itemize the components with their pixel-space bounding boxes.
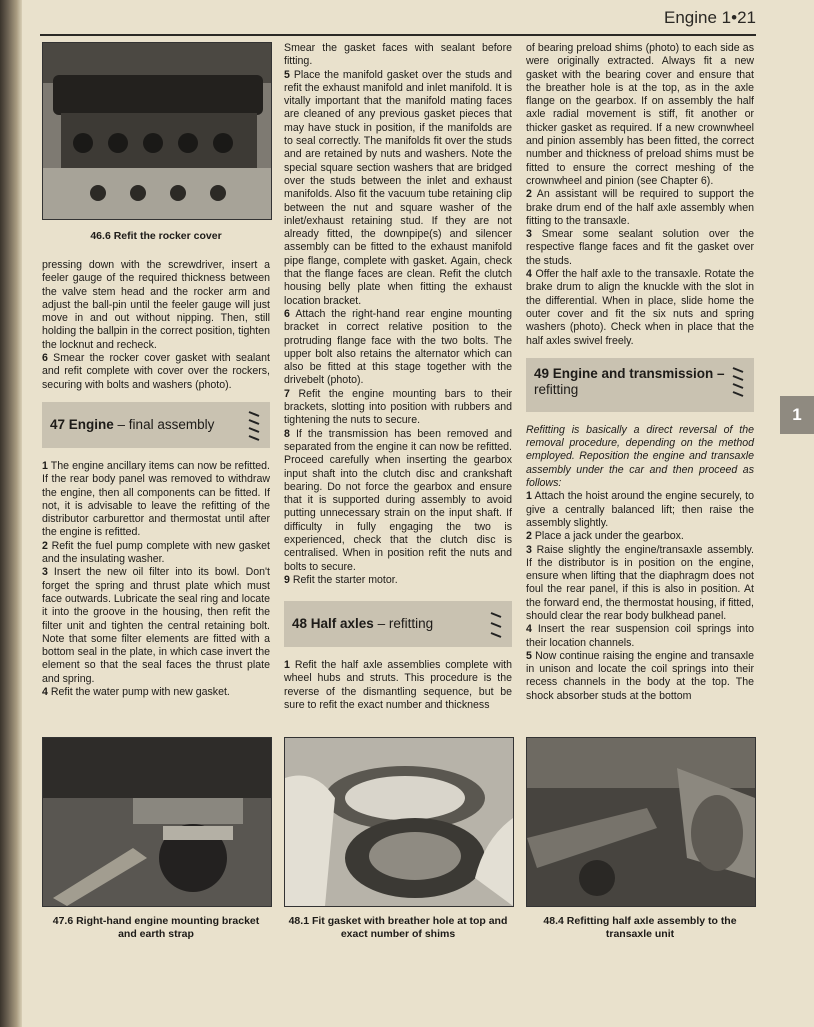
column-3 [526,42,754,703]
paragraph-text: If the transmission has been removed and separated from the engine it can now be refitted. Proceed carefully when inserting the gearbox input shaft into the clutch disc and crankshaft bearing. Do not force the gearbox and ensure that it is supported during assembly to avoid putting unnecessary strain on the input shaft. If difficulty in fully engaging the two is experienced, check that the clutch disc is centralised. When in position refit the nuts and bolts to secure. [284,427,512,573]
rocker-cover-photo-icon [43,43,271,219]
step-number: 4 [526,268,532,281]
page-header [40,6,756,36]
step-number: 4 [526,623,532,636]
section-number: 48 Half axles [292,616,374,632]
paragraph-text: Insert the rear suspension coil springs into their location channels. [526,623,754,649]
section-heading-48 [284,601,512,647]
paragraph [526,268,754,348]
step-number: 1 [526,490,532,503]
step-number: 2 [526,188,532,201]
gasket-shims-photo-icon [285,738,513,906]
step-number: 1 [284,659,290,672]
step-number: 2 [42,539,48,552]
section-title [292,616,433,632]
photo-caption: 48.4 Refitting half axle assembly to the transaxle unit [543,915,737,940]
paragraph-text: Raise slightly the engine/transaxle assembly. If the distributor is in position on the engine, ensure when lifting that the diaphragm does not foul the rear panel, if this is also in position. At the forward end, the thermostat housing, if fitted, should clear the rear body bulkhead panel. [526,543,754,622]
section-title [534,366,725,398]
difficulty-spanner-icon [488,607,506,641]
step-number: 9 [284,573,290,586]
paragraph [42,686,270,699]
photo-caption: 47.6 Right-hand engine mounting bracket and earth strap [52,915,260,940]
paragraph [526,650,754,703]
running-head: Engine 1•21 [664,8,756,27]
step-number: 3 [526,543,532,556]
paragraph [42,566,270,686]
paragraph [42,352,270,392]
paragraph [526,490,754,530]
step-number: 6 [284,307,290,320]
paragraph [284,308,512,388]
paragraph [42,540,270,567]
paragraph [284,42,512,69]
paragraph-text: Refitting is basically a direct reversal of the removal procedure, depending on the method employed. Reposition the engine and transaxle assembly under the car and then proceed as follows: [526,423,754,490]
paragraph-text: Smear the gasket faces with sealant before fitting. [284,42,512,68]
paragraph-text: Place a jack under the gearbox. [534,530,684,543]
paragraph [526,188,754,228]
section-subtitle: – refitting [377,616,434,632]
paragraph [284,659,512,712]
paragraph-text: Refit the starter motor. [292,573,398,586]
paragraph-text: Refit the engine mounting bars to their brackets, slotting into position with rubbers and tightening the nuts to secure. [284,387,512,427]
paragraph [526,42,754,188]
half-axle-photo-icon [527,738,755,906]
paragraph-text: Refit the fuel pump complete with new gasket and the insulating washer. [42,539,270,566]
paragraph-text: Insert the new oil filter into its bowl. Don't forget the spring and thrust plate which must face outwards. Lubricate the seal ring and locate it into the groove in the housing, then refit the filter unit and tighten the central retaining bolt. Note that some filter elements are fitted with a bottom seal in the plate, in which case invert the element so that the seal faces the thrust plate and spring. [42,566,270,685]
column-1 [42,42,270,699]
photo-block [526,737,754,951]
section-subtitle: refitting [534,381,579,397]
step-number: 3 [42,566,48,579]
step-number: 5 [526,649,532,662]
paragraph-text: Place the manifold gasket over the studs and refit the exhaust manifold and inlet manifold. It is vitally important that the manifold mating faces are cleaned of any previous gasket pieces that may have stuck in position, if the manifolds are to seal correctly. The manifolds fit over the studs and are retained by nuts and washers. Note the special square section washers that are bridged over the studs between the inlet and exhaust manifolds. Also fit the vacuum tube retaining clip between the nut and square washer of the inlet/exhaust retaining stud. If they are not already fitted, the downpipe(s) and silencer assembly can be fitted to the exhaust manifold pipe flange, complete with gasket. Again, check that the flange faces are clean. Refit the clutch housing belly plate when fitting the exhaust location bracket. [284,68,512,307]
section-number: 47 Engine [50,416,114,432]
difficulty-spanner-icon [730,364,748,398]
paragraph-text: Offer the half axle to the transaxle. Rotate the brake drum to align the knuckle with the slot in the differential. When in place, slide home the outer cover and fit the six nuts and spring washers (photo). Check when in place that the half axles swivel freely. [526,268,754,347]
step-number: 8 [284,427,290,440]
photo-caption: 46.6 Refit the rocker cover [90,230,222,242]
step-number: 2 [526,530,532,543]
chapter-thumb-tab: 1 [780,396,814,434]
book-binding-shadow [0,0,22,1027]
paragraph [526,228,754,268]
paragraph-text: Now continue raising the engine and transaxle in unison and locate the coil springs into their recess channels in the body at the top. The shock absorber studs at the bottom [526,649,755,702]
paragraph-text: Smear some sealant solution over the respective flange faces and fit the gasket over the studs. [526,228,754,267]
paragraph-text: Refit the half axle assemblies complete with wheel hubs and struts. This procedure is the reverse of the dismantling sequence, but be sure to refit the exact number and thickness [284,659,513,712]
photo-gasket-shims [284,737,514,907]
paragraph [284,428,512,574]
section-heading-49 [526,358,754,412]
paragraph-text: Refit the water pump with new gasket. [50,686,230,699]
paragraph-text: Attach the hoist around the engine securely, to give a centrally balanced lift; then raise the assembly slightly. [526,490,754,529]
photo-block [42,737,270,951]
photo-rocker-cover [42,42,272,220]
photo-mounting-bracket [42,737,272,907]
paragraph [284,388,512,428]
photo-half-axle [526,737,756,907]
paragraph-text: pressing down with the screwdriver, insert a feeler gauge of the required thickness between the valve stem head and the rocker arm and adjust the ball-pin until the feeler gauge will just move in and out without nipping. Then, still holding the ballpin in the correct position, tighten the locknut and recheck. [42,259,270,351]
section-title [50,417,214,433]
paragraph [42,460,270,540]
section-subtitle: – final assembly [117,416,215,432]
section-heading-47 [42,402,270,448]
paragraph [526,544,754,624]
photo-caption: 48.1 Fit gasket with breather hole at top and exact number of shims [288,915,508,940]
paragraph [526,623,754,650]
photo-block [284,737,512,951]
paragraph [42,259,270,352]
column-2 [284,42,512,712]
paragraph [284,69,512,308]
section-number: 49 Engine and transmission – [534,365,725,381]
mounting-bracket-photo-icon [43,738,271,906]
paragraph [526,530,754,543]
paragraph-text: Smear the rocker cover gasket with sealant and refit complete with cover over the rockers, securing with bolts and washers (photo). [42,352,270,391]
step-number: 5 [284,68,290,81]
step-number: 7 [284,387,290,400]
step-number: 3 [526,228,532,241]
paragraph-text: of bearing preload shims (photo) to each side as were originally extracted. Always fit a new gasket with the bearing cover and ensure that the breather hole is at the top, as in the axle flange on the gearbox. If on assembly the half axle radial movement is stiff, fit another or thicker gasket as required. If a new crownwheel and pinion assembly has been fitted, the correct number and thickness of preload shims must be fitted to ensure the correct meshing of the crownwheel and pinion (see Chapter 6). [526,42,754,187]
difficulty-spanner-icon [246,408,264,442]
paragraph [284,574,512,587]
paragraph-intro [526,424,754,490]
step-number: 4 [42,686,48,699]
step-number: 1 [42,459,48,472]
paragraph-text: The engine ancillary items can now be refitted. If the rear body panel was removed to withdraw the engine, then all components can be fitted. If not, it is advisable to leave the refitting of the distributor carburettor and thermostat until after the engine is refitted. [42,459,270,539]
paragraph-text: Attach the right-hand rear engine mounting bracket in correct relative position to the protruding flange face with the two bolts. The upper bolt also retains the alternator which can also be fitted at this stage together with the drivebelt (photo). [284,307,512,387]
step-number: 6 [42,352,48,365]
paragraph-text: An assistant will be required to support the brake drum end of the half axle assembly when fitting to the transaxle. [526,188,754,227]
